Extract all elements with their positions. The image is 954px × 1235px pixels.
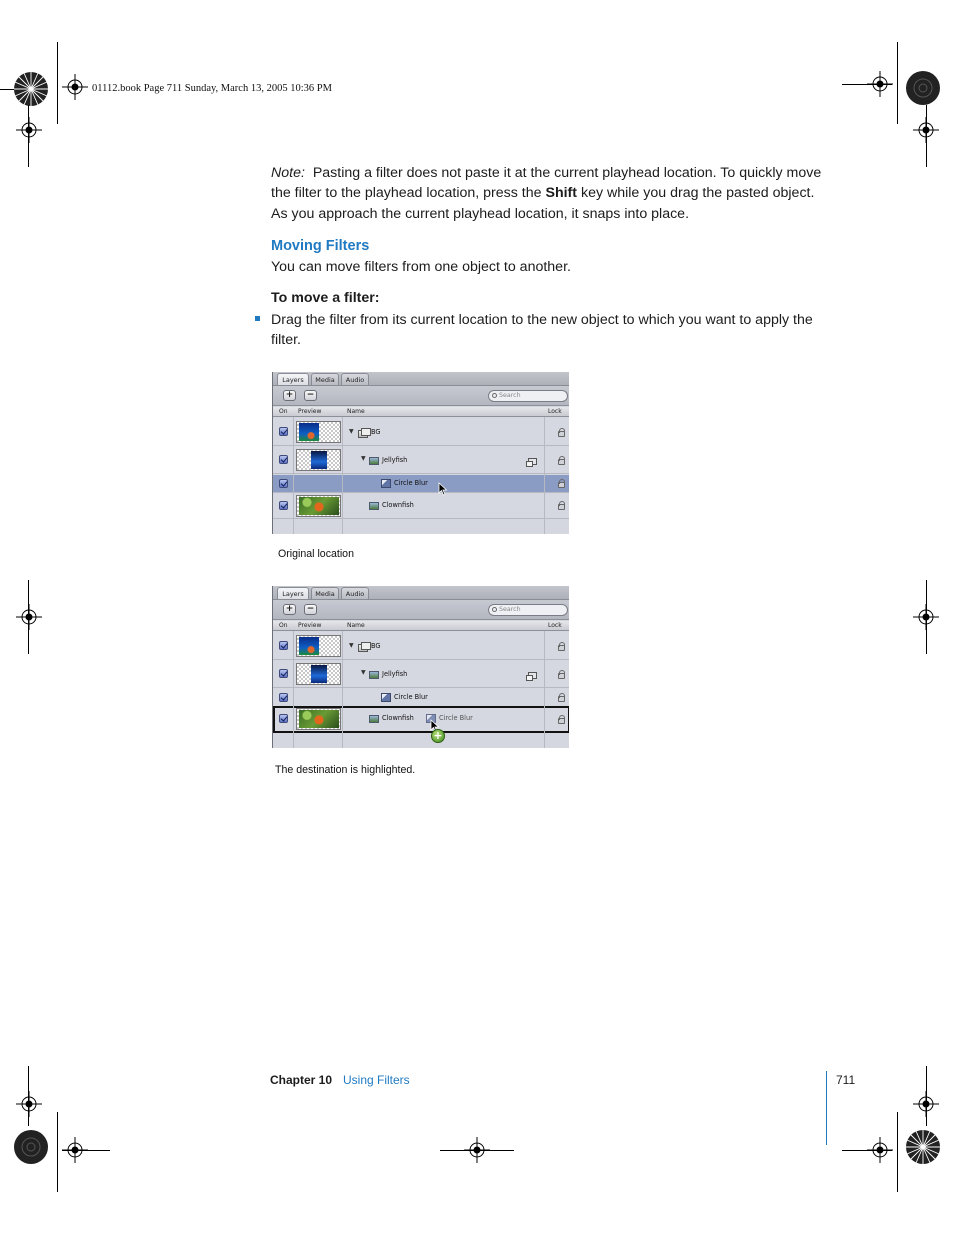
- caption-original-location: Original location: [278, 548, 354, 560]
- dragged-filter-label: Circle Blur: [439, 714, 473, 722]
- footer-divider: [826, 1071, 827, 1145]
- layer-name: Circle Blur: [394, 693, 428, 701]
- preview-thumbnail: [296, 421, 341, 443]
- starburst-mark-bottom-left: [13, 1129, 49, 1165]
- layer-row-bg[interactable]: [273, 418, 569, 446]
- image-layer-icon: [369, 457, 379, 465]
- search-icon: [492, 393, 497, 398]
- disclosure-triangle-icon[interactable]: ▼: [361, 669, 366, 676]
- starburst-mark-bottom-right: [905, 1129, 941, 1165]
- layer-name: Clownfish: [382, 714, 414, 722]
- crop-line: [57, 1112, 58, 1192]
- crosshair-icon: [867, 1137, 893, 1163]
- lock-icon[interactable]: [558, 645, 565, 651]
- column-lock: Lock: [548, 622, 562, 629]
- add-layer-button[interactable]: +: [283, 390, 296, 401]
- layer-name: Jellyfish: [382, 670, 408, 678]
- search-icon: [492, 607, 497, 612]
- note-key: Shift: [545, 185, 578, 202]
- column-on: On: [279, 622, 288, 629]
- tab-audio[interactable]: Audio: [341, 373, 369, 385]
- filters-icon: [528, 458, 537, 465]
- layer-name: BG: [371, 428, 381, 436]
- task-step: Drag the filter from its current location to the new object to which you want to apply the filter.: [271, 312, 813, 349]
- crosshair-icon: [867, 71, 893, 97]
- tab-layers[interactable]: Layers: [277, 587, 309, 599]
- crosshair-icon: [16, 1091, 42, 1117]
- column-header: [273, 621, 569, 631]
- task-heading: To move a filter:: [271, 290, 380, 306]
- crosshair-icon: [62, 1137, 88, 1163]
- print-header: 01112.book Page 711 Sunday, March 13, 2005 10:36 PM: [92, 83, 332, 94]
- checkbox-icon[interactable]: [279, 641, 288, 650]
- column-divider: [544, 417, 545, 534]
- section-intro: You can move filters from one object to another.: [271, 259, 571, 275]
- column-preview: Preview: [298, 408, 322, 415]
- checkbox-icon[interactable]: [279, 427, 288, 436]
- disclosure-triangle-icon[interactable]: ▼: [349, 642, 354, 649]
- column-divider: [544, 631, 545, 748]
- crosshair-icon: [16, 117, 42, 143]
- image-layer-icon: [369, 715, 379, 723]
- checkbox-icon[interactable]: [279, 669, 288, 678]
- crop-line: [926, 1066, 927, 1126]
- search-input[interactable]: [488, 604, 568, 616]
- preview-thumbnail: [296, 663, 341, 685]
- note-paragraph: [271, 163, 831, 224]
- disclosure-triangle-icon[interactable]: ▼: [349, 428, 354, 435]
- layer-row-clownfish-destination[interactable]: [273, 706, 569, 733]
- caption-destination-highlighted: The destination is highlighted.: [275, 764, 416, 776]
- filters-icon: [528, 672, 537, 679]
- crop-line: [926, 580, 927, 654]
- column-divider: [293, 417, 294, 534]
- preview-thumbnail: [296, 635, 341, 657]
- search-placeholder: Search: [499, 606, 521, 613]
- layer-row-jellyfish[interactable]: [273, 447, 569, 474]
- copy-plus-icon: +: [431, 729, 445, 743]
- preview-thumbnail: [296, 495, 341, 517]
- mouse-pointer-icon: [438, 482, 448, 496]
- tab-strip: [273, 372, 569, 386]
- column-name: Name: [347, 622, 365, 629]
- crop-line: [28, 580, 29, 654]
- layer-row-bg[interactable]: [273, 632, 569, 660]
- column-divider: [293, 631, 294, 748]
- filter-icon: [381, 693, 391, 702]
- remove-layer-button[interactable]: −: [304, 604, 317, 615]
- remove-layer-button[interactable]: −: [304, 390, 317, 401]
- preview-thumbnail: [296, 449, 341, 471]
- image-layer-icon: [369, 671, 379, 679]
- note-label: Note:: [271, 165, 305, 181]
- tab-layers[interactable]: Layers: [277, 373, 309, 385]
- footer-chapter-title: Using Filters: [343, 1073, 410, 1087]
- layers-panel-original: [272, 372, 569, 534]
- group-icon: [358, 644, 368, 652]
- column-divider: [342, 631, 343, 748]
- lock-icon[interactable]: [558, 696, 565, 702]
- layer-name: Jellyfish: [382, 456, 408, 464]
- search-input[interactable]: [488, 390, 568, 402]
- bullet-icon: [255, 316, 260, 321]
- crop-line: [28, 1066, 29, 1126]
- layer-row-jellyfish[interactable]: [273, 661, 569, 688]
- layer-name: Circle Blur: [394, 479, 428, 487]
- starburst-mark-top-right: [905, 70, 941, 106]
- column-header: [273, 407, 569, 417]
- preview-thumbnail: [296, 708, 341, 730]
- column-lock: Lock: [548, 408, 562, 415]
- page-number: 711: [836, 1073, 856, 1087]
- lock-icon[interactable]: [558, 718, 565, 724]
- disclosure-triangle-icon[interactable]: ▼: [361, 455, 366, 462]
- layer-name: BG: [371, 642, 381, 650]
- layer-row-circle-blur[interactable]: [273, 689, 569, 707]
- tab-media[interactable]: Media: [311, 373, 339, 385]
- checkbox-icon[interactable]: [279, 455, 288, 464]
- crosshair-icon: [16, 604, 42, 630]
- layer-name: Clownfish: [382, 501, 414, 509]
- checkbox-icon[interactable]: [279, 479, 288, 488]
- crop-line: [897, 42, 898, 124]
- lock-icon[interactable]: [558, 673, 565, 679]
- column-preview: Preview: [298, 622, 322, 629]
- layers-panel-destination: [272, 586, 569, 748]
- checkbox-icon[interactable]: [279, 714, 288, 723]
- lock-icon[interactable]: [558, 459, 565, 465]
- lock-icon[interactable]: [558, 431, 565, 437]
- checkbox-icon[interactable]: [279, 693, 288, 702]
- footer-chapter: Chapter 10: [270, 1073, 333, 1087]
- search-placeholder: Search: [499, 392, 521, 399]
- starburst-mark-top-left: [13, 71, 49, 107]
- column-name: Name: [347, 408, 365, 415]
- column-divider: [342, 417, 343, 534]
- section-heading: Moving Filters: [271, 238, 370, 254]
- lock-icon[interactable]: [558, 482, 565, 488]
- tab-audio[interactable]: Audio: [341, 587, 369, 599]
- lock-icon[interactable]: [558, 504, 565, 510]
- image-layer-icon: [369, 502, 379, 510]
- filter-icon: [381, 479, 391, 488]
- crosshair-icon: [62, 74, 88, 100]
- tab-strip: [273, 586, 569, 600]
- layer-row-clownfish[interactable]: [273, 494, 569, 519]
- crop-line: [28, 105, 29, 167]
- layer-row-circle-blur[interactable]: [273, 475, 569, 493]
- crop-line: [926, 105, 927, 167]
- panel-toolbar: [273, 386, 569, 406]
- panel-toolbar: [273, 600, 569, 620]
- crop-line: [897, 1112, 898, 1192]
- note-text-after: key while you drag the pasted object. As you approach the current playhead location, it snaps into place.: [271, 185, 815, 222]
- add-layer-button[interactable]: +: [283, 604, 296, 615]
- note-text-before: Pasting a filter does not paste it at the current playhead location. To quickly move the filter to the playhead location, press the: [271, 165, 822, 202]
- tab-media[interactable]: Media: [311, 587, 339, 599]
- group-icon: [358, 430, 368, 438]
- column-on: On: [279, 408, 288, 415]
- crosshair-icon: [464, 1137, 490, 1163]
- checkbox-icon[interactable]: [279, 501, 288, 510]
